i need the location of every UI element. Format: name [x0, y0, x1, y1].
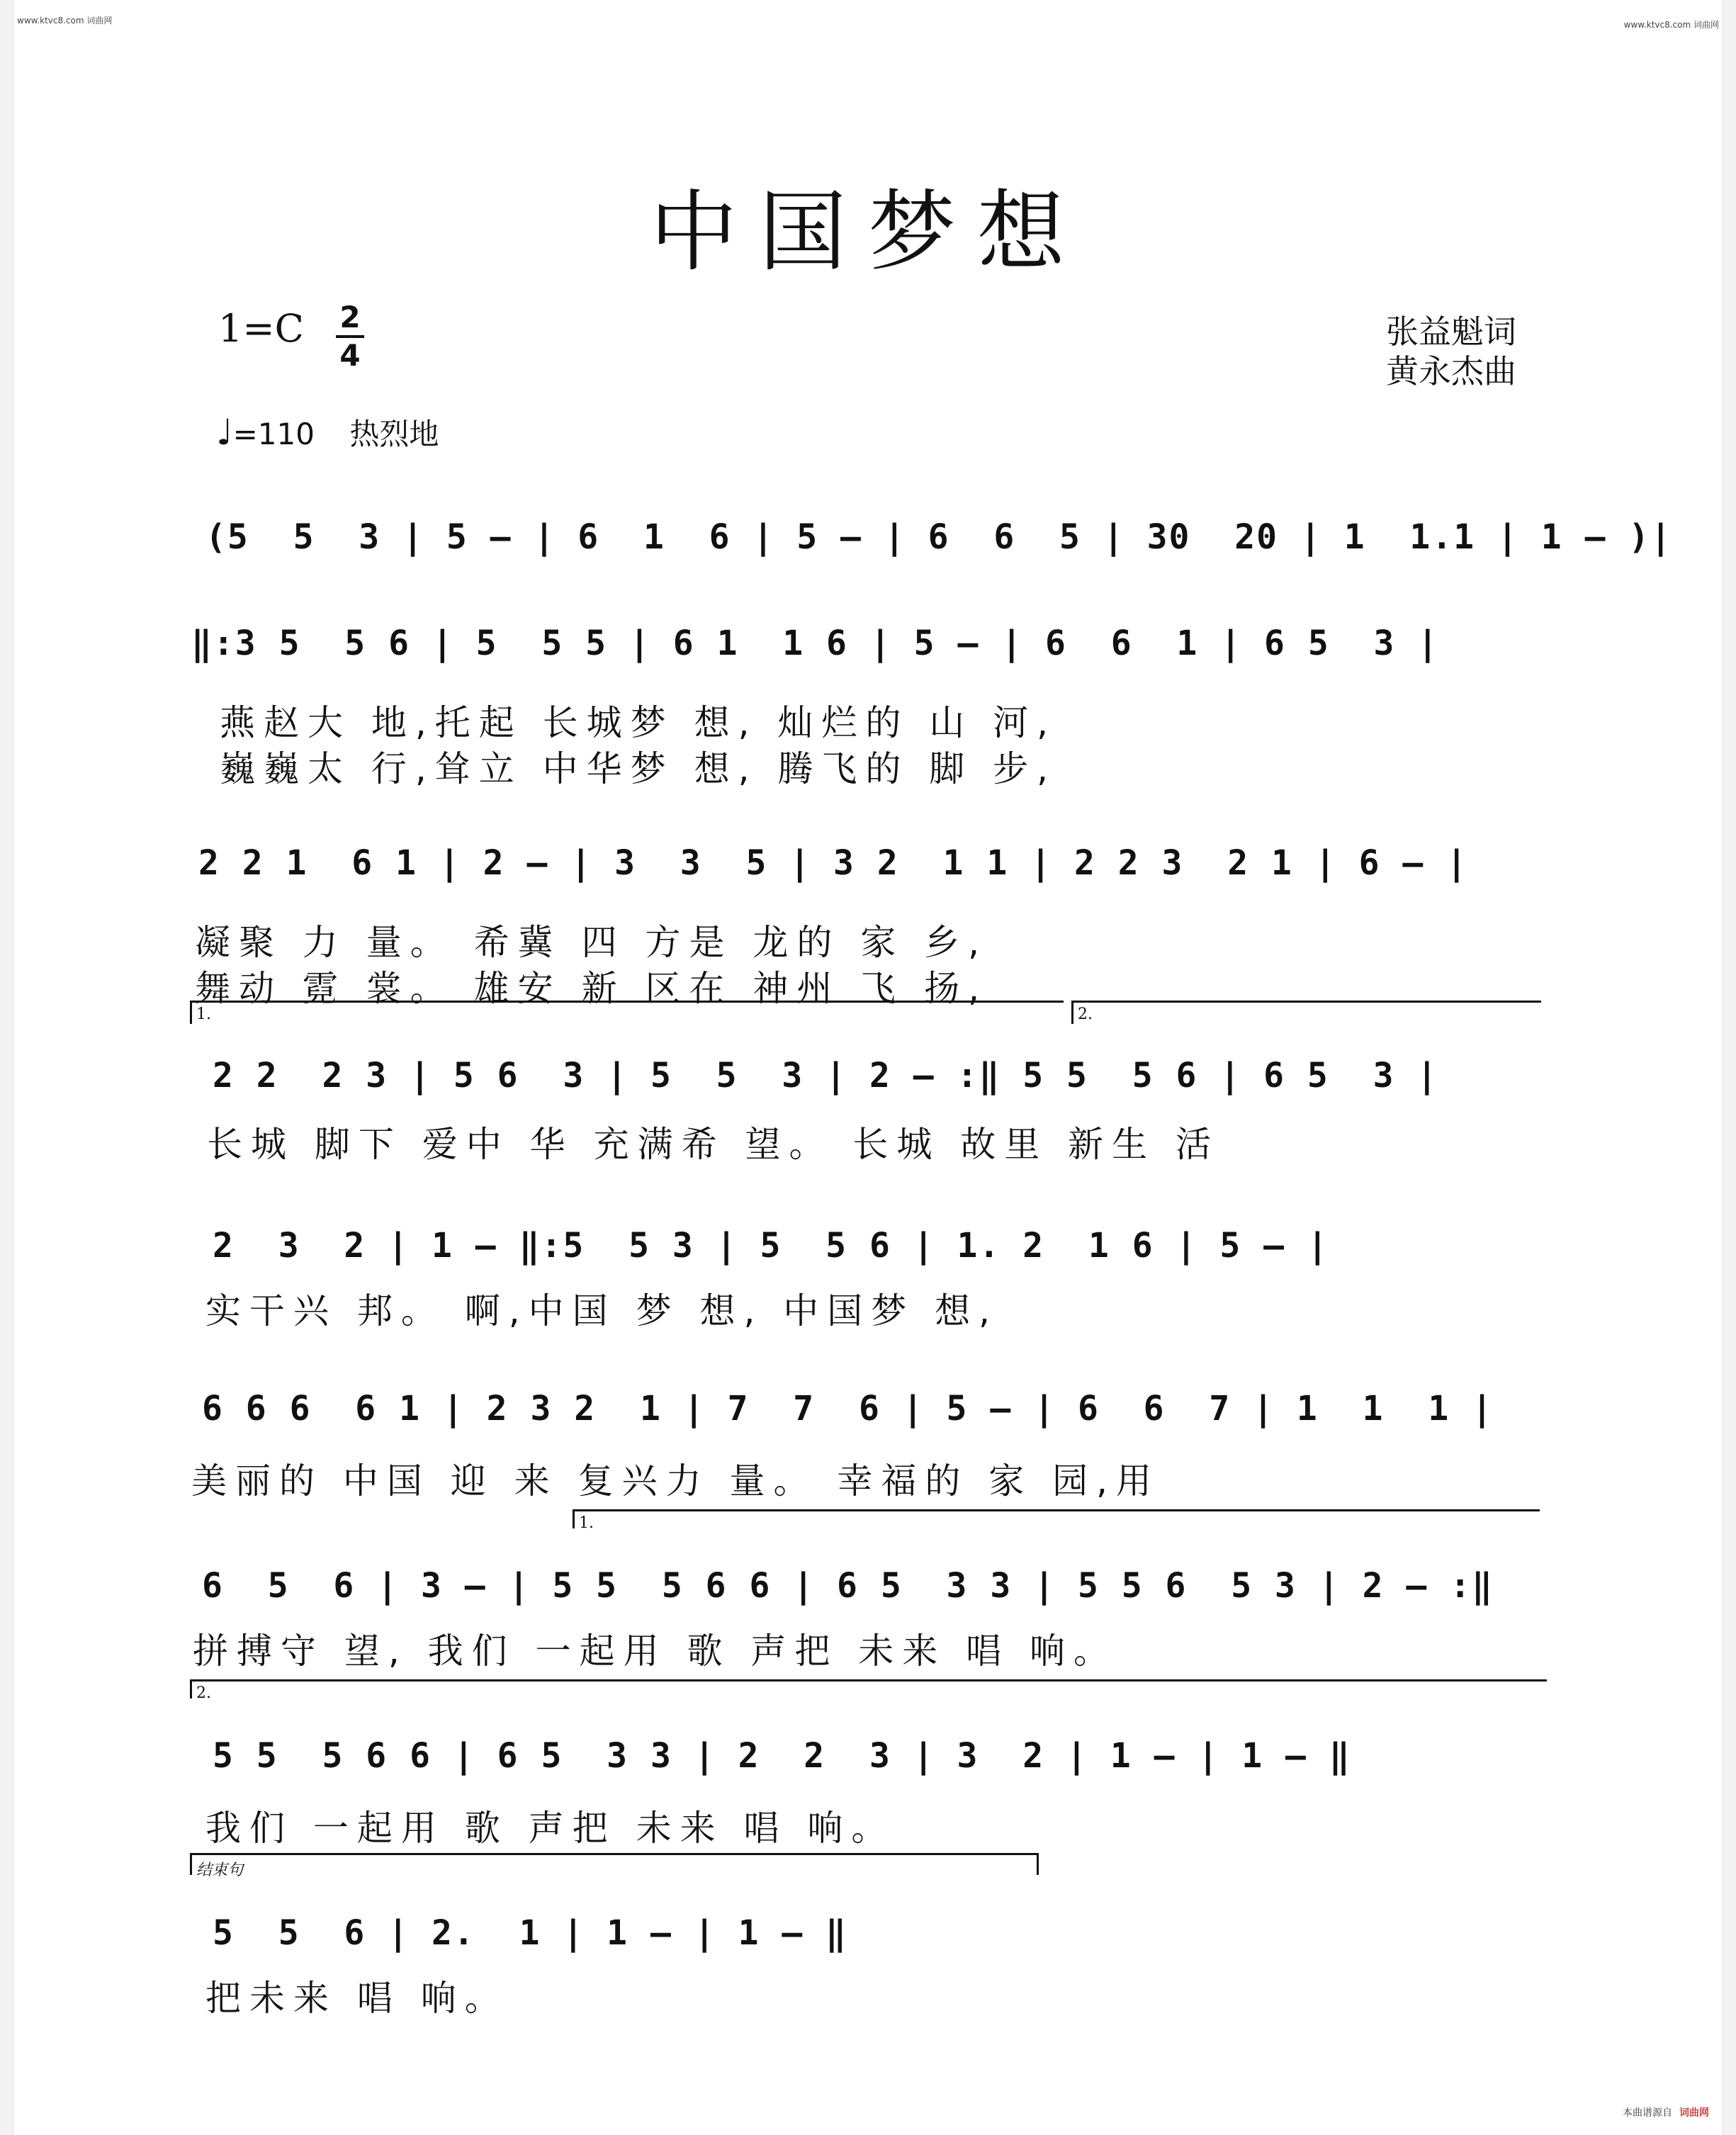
right-margin-strip — [1723, 0, 1736, 2135]
footer-site-name: 词曲网 — [1679, 2107, 1709, 2119]
first-ending-bracket: 1. — [573, 1509, 1540, 1528]
score-line-notes: ‖:3 5 5 6 | 5 5 5 | 6 1 1 6 | 5 – | 6 6 1 | 6 5 3 | — [191, 624, 1440, 663]
tempo-value: =110 — [232, 417, 315, 451]
tempo-marking — [216, 411, 439, 454]
time-signature-top: 2 — [339, 300, 361, 334]
credits — [1386, 312, 1516, 391]
footer-source-label: 本曲谱源自 — [1623, 2107, 1672, 2119]
time-signature — [336, 301, 364, 372]
score-line-notes: 2 2 1 6 1 | 2 – | 3 3 5 | 3 2 1 1 | 2 2 3 2 1 | 6 – | — [198, 843, 1469, 883]
score-line-notes: (5 5 3 | 5 – | 6 1 6 | 5 – | 6 6 5 | 30 20 | 1 1.1 | 1 – )| — [205, 517, 1673, 557]
score-line-notes: 2 3 2 | 1 – ‖:5 5 3 | 5 5 6 | 1. 2 1 6 | 5 – | — [213, 1226, 1329, 1266]
expression-mark: 热烈地 — [349, 417, 439, 451]
lyric-line: 长城 脚下 爱中 华 充满希 望。 长城 故里 新生 活 — [207, 1124, 1220, 1165]
second-ending-bracket: 2. — [190, 1679, 1547, 1699]
first-ending-bracket: 1. — [190, 1001, 1064, 1024]
watermark-top-right: www.ktvc8.com 词曲网 — [1623, 20, 1719, 30]
score-line-notes: 6 6 6 6 1 | 2 3 2 1 | 7 7 6 | 5 – | 6 6 7 | 1 1 1 | — [202, 1389, 1494, 1429]
score-line-notes: 5 5 6 | 2. 1 | 1 – | 1 – ‖ — [213, 1913, 848, 1953]
score-line-notes: 6 5 6 | 3 – | 5 5 5 6 6 | 6 5 3 3 | 5 5 6 5 3 | 2 – :‖ — [202, 1566, 1494, 1606]
key-signature: 1=C — [218, 306, 304, 351]
quarter-note-icon: ♩ — [216, 412, 233, 453]
lyricist-credit: 张益魁词 — [1386, 312, 1516, 351]
footer-source — [1623, 2105, 1709, 2119]
lyric-line: 美丽的 中国 迎 来 复兴力 量。 幸福的 家 园,用 — [191, 1460, 1161, 1502]
left-margin-strip — [0, 0, 13, 2135]
song-title: 中国梦想 — [649, 181, 1086, 283]
coda-bracket: 结束句 — [190, 1853, 1039, 1875]
lyric-line: 拼搏守 望, 我们 一起用 歌 声把 未来 唱 响。 — [193, 1630, 1118, 1672]
score-line-notes: 5 5 5 6 6 | 6 5 3 3 | 2 2 3 | 3 2 | 1 – | 1 – ‖ — [213, 1736, 1351, 1776]
lyric-line: 实干兴 邦。 啊,中国 梦 想, 中国梦 想, — [205, 1290, 999, 1331]
score-line-notes: 2 2 2 3 | 5 6 3 | 5 5 3 | 2 – :‖ 5 5 5 6 | 6 5 3 | — [213, 1056, 1439, 1095]
lyric-line: 我们 一起用 歌 声把 未来 唱 响。 — [205, 1808, 896, 1849]
lyric-verse-2: 舞动 霓 裳。 雄安 新 区在 神州 飞 扬, — [195, 968, 988, 1009]
lyric-verse-1: 燕赵大 地,托起 长城梦 想, 灿烂的 山 河, — [220, 702, 1057, 743]
watermark-top-left: www.ktvc8.com 词曲网 — [17, 16, 113, 26]
composer-credit: 黄永杰曲 — [1386, 352, 1516, 390]
lyric-line: 把未来 唱 响。 — [205, 1978, 509, 2019]
lyric-verse-2: 巍巍太 行,耸立 中华梦 想, 腾飞的 脚 步, — [220, 748, 1057, 789]
second-ending-bracket: 2. — [1071, 1001, 1541, 1024]
lyric-verse-1: 凝聚 力 量。 希冀 四 方是 龙的 家 乡, — [195, 922, 988, 963]
time-signature-bottom: 4 — [339, 338, 361, 373]
